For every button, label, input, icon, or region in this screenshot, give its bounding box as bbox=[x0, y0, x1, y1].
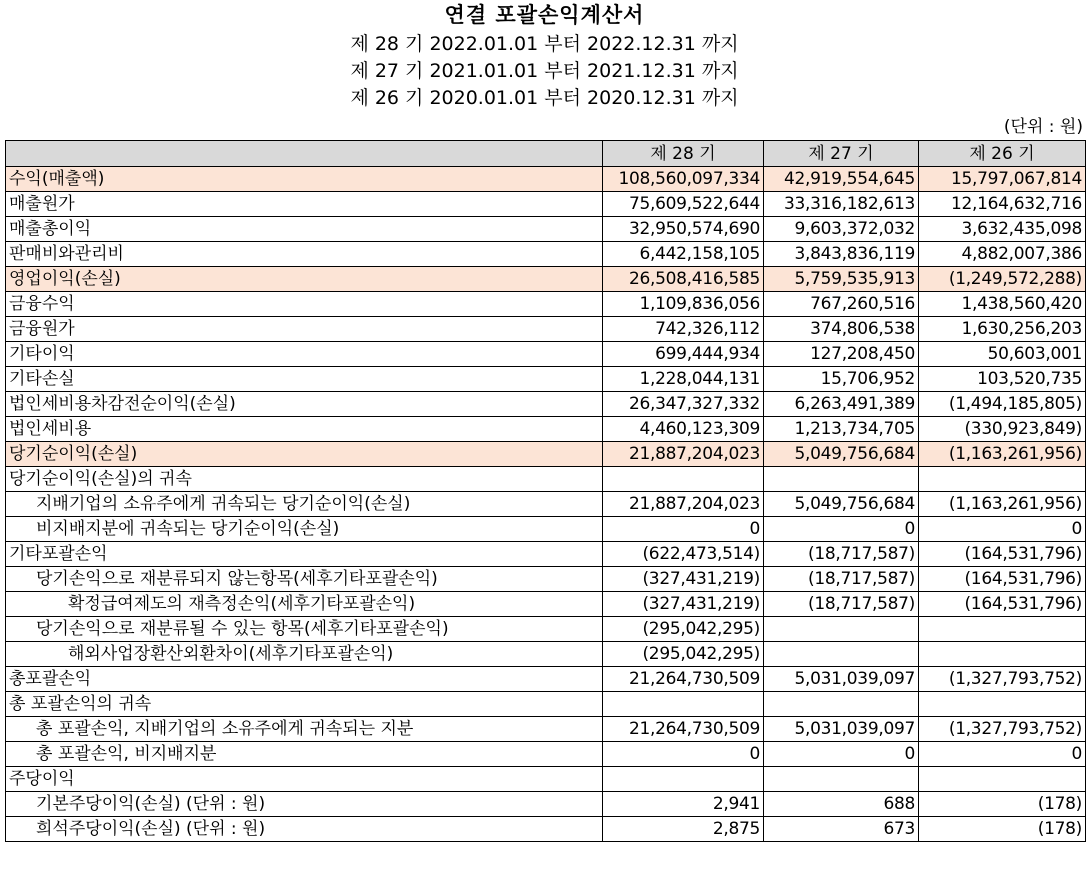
row-label: 기본주당이익(손실) (단위 : 원) bbox=[6, 792, 603, 817]
value-period-26: (1,494,185,805) bbox=[919, 392, 1086, 417]
table-row bbox=[6, 242, 1086, 267]
value-period-28: 26,347,327,332 bbox=[603, 392, 764, 417]
value-period-26 bbox=[919, 767, 1086, 792]
table-row bbox=[6, 717, 1086, 742]
value-period-26 bbox=[919, 617, 1086, 642]
value-period-27: 33,316,182,613 bbox=[764, 192, 919, 217]
value-period-28: 108,560,097,334 bbox=[603, 167, 764, 192]
table-row bbox=[6, 517, 1086, 542]
table-row bbox=[6, 267, 1086, 292]
row-label: 주당이익 bbox=[6, 767, 603, 792]
value-period-26: (1,327,793,752) bbox=[919, 717, 1086, 742]
value-period-27: (18,717,587) bbox=[764, 542, 919, 567]
row-label: 해외사업장환산외환차이(세후기타포괄손익) bbox=[6, 642, 603, 667]
table-row bbox=[6, 642, 1086, 667]
table-row bbox=[6, 467, 1086, 492]
table-row bbox=[6, 392, 1086, 417]
row-label: 총 포괄손익, 비지배지분 bbox=[6, 742, 603, 767]
table-row bbox=[6, 617, 1086, 642]
value-period-28: 0 bbox=[603, 517, 764, 542]
value-period-27: 5,759,535,913 bbox=[764, 267, 919, 292]
value-period-28: 6,442,158,105 bbox=[603, 242, 764, 267]
value-period-28: 21,887,204,023 bbox=[603, 492, 764, 517]
value-period-28: 4,460,123,309 bbox=[603, 417, 764, 442]
value-period-27: 5,031,039,097 bbox=[764, 717, 919, 742]
table-row bbox=[6, 167, 1086, 192]
table-row bbox=[6, 367, 1086, 392]
value-period-26: (1,163,261,956) bbox=[919, 492, 1086, 517]
value-period-28 bbox=[603, 467, 764, 492]
income-statement-table bbox=[5, 140, 1086, 842]
unit-label: (단위 : 원) bbox=[1003, 117, 1083, 137]
value-period-26 bbox=[919, 642, 1086, 667]
row-label: 기타포괄손익 bbox=[6, 542, 603, 567]
value-period-26 bbox=[919, 692, 1086, 717]
value-period-28: (327,431,219) bbox=[603, 567, 764, 592]
table-row bbox=[6, 342, 1086, 367]
table-row bbox=[6, 767, 1086, 792]
value-period-27: 3,843,836,119 bbox=[764, 242, 919, 267]
value-period-27: 688 bbox=[764, 792, 919, 817]
value-period-28: 21,264,730,509 bbox=[603, 717, 764, 742]
table-row bbox=[6, 692, 1086, 717]
value-period-27 bbox=[764, 767, 919, 792]
value-period-27: (18,717,587) bbox=[764, 592, 919, 617]
period-line-27: 제 27 기 2021.01.01 부터 2021.12.31 까지 bbox=[350, 60, 739, 82]
row-label: 기타손실 bbox=[6, 367, 603, 392]
value-period-26: 15,797,067,814 bbox=[919, 167, 1086, 192]
value-period-27: 1,213,734,705 bbox=[764, 417, 919, 442]
value-period-28: 1,109,836,056 bbox=[603, 292, 764, 317]
row-label: 총 포괄손익, 지배기업의 소유주에게 귀속되는 지분 bbox=[6, 717, 603, 742]
value-period-26 bbox=[919, 467, 1086, 492]
value-period-28: 75,609,522,644 bbox=[603, 192, 764, 217]
value-period-26: (330,923,849) bbox=[919, 417, 1086, 442]
value-period-27: 374,806,538 bbox=[764, 317, 919, 342]
row-label: 금융원가 bbox=[6, 317, 603, 342]
value-period-28: (622,473,514) bbox=[603, 542, 764, 567]
table-row bbox=[6, 492, 1086, 517]
value-period-28 bbox=[603, 692, 764, 717]
value-period-27: 6,263,491,389 bbox=[764, 392, 919, 417]
value-period-28: 0 bbox=[603, 742, 764, 767]
value-period-27: 5,049,756,684 bbox=[764, 442, 919, 467]
value-period-27: 0 bbox=[764, 517, 919, 542]
row-label: 당기손익으로 재분류될 수 있는 항목(세후기타포괄손익) bbox=[6, 617, 603, 642]
table-body bbox=[6, 167, 1086, 842]
value-period-27: 0 bbox=[764, 742, 919, 767]
value-period-27 bbox=[764, 642, 919, 667]
value-period-27 bbox=[764, 467, 919, 492]
table-row bbox=[6, 442, 1086, 467]
value-period-26: 3,632,435,098 bbox=[919, 217, 1086, 242]
table-row bbox=[6, 317, 1086, 342]
value-period-26: 1,438,560,420 bbox=[919, 292, 1086, 317]
value-period-26: (178) bbox=[919, 817, 1086, 842]
row-label: 매출원가 bbox=[6, 192, 603, 217]
row-label: 당기손익으로 재분류되지 않는항목(세후기타포괄손익) bbox=[6, 567, 603, 592]
value-period-26: 1,630,256,203 bbox=[919, 317, 1086, 342]
value-period-27: (18,717,587) bbox=[764, 567, 919, 592]
row-label: 법인세비용차감전순이익(손실) bbox=[6, 392, 603, 417]
value-period-27 bbox=[764, 692, 919, 717]
value-period-28: 21,887,204,023 bbox=[603, 442, 764, 467]
row-label: 총 포괄손익의 귀속 bbox=[6, 692, 603, 717]
header-account bbox=[6, 141, 603, 167]
value-period-28: 21,264,730,509 bbox=[603, 667, 764, 692]
table-row bbox=[6, 817, 1086, 842]
value-period-26: 103,520,735 bbox=[919, 367, 1086, 392]
row-label: 총포괄손익 bbox=[6, 667, 603, 692]
value-period-27: 42,919,554,645 bbox=[764, 167, 919, 192]
value-period-28 bbox=[603, 767, 764, 792]
value-period-26: 50,603,001 bbox=[919, 342, 1086, 367]
value-period-26: (164,531,796) bbox=[919, 542, 1086, 567]
table-row bbox=[6, 292, 1086, 317]
row-label: 기타이익 bbox=[6, 342, 603, 367]
row-label: 희석주당이익(손실) (단위 : 원) bbox=[6, 817, 603, 842]
header-row bbox=[6, 141, 1086, 167]
row-label: 매출총이익 bbox=[6, 217, 603, 242]
value-period-27: 127,208,450 bbox=[764, 342, 919, 367]
value-period-26: (1,249,572,288) bbox=[919, 267, 1086, 292]
row-label: 금융수익 bbox=[6, 292, 603, 317]
value-period-26: (1,327,793,752) bbox=[919, 667, 1086, 692]
table-row bbox=[6, 217, 1086, 242]
value-period-28: 699,444,934 bbox=[603, 342, 764, 367]
value-period-26: (164,531,796) bbox=[919, 567, 1086, 592]
value-period-28: 32,950,574,690 bbox=[603, 217, 764, 242]
value-period-27: 767,260,516 bbox=[764, 292, 919, 317]
value-period-27: 5,049,756,684 bbox=[764, 492, 919, 517]
period-line-26: 제 26 기 2020.01.01 부터 2020.12.31 까지 bbox=[350, 87, 739, 109]
value-period-28: 26,508,416,585 bbox=[603, 267, 764, 292]
table-row bbox=[6, 192, 1086, 217]
statement-title: 연결 포괄손익계산서 bbox=[444, 3, 645, 27]
value-period-28: (295,042,295) bbox=[603, 642, 764, 667]
value-period-28: 742,326,112 bbox=[603, 317, 764, 342]
value-period-28: (295,042,295) bbox=[603, 617, 764, 642]
table-row bbox=[6, 567, 1086, 592]
row-label: 당기순이익(손실) bbox=[6, 442, 603, 467]
value-period-27: 673 bbox=[764, 817, 919, 842]
value-period-28: 1,228,044,131 bbox=[603, 367, 764, 392]
row-label: 수익(매출액) bbox=[6, 167, 603, 192]
value-period-26: 4,882,007,386 bbox=[919, 242, 1086, 267]
table-row bbox=[6, 417, 1086, 442]
value-period-27: 5,031,039,097 bbox=[764, 667, 919, 692]
value-period-26: 12,164,632,716 bbox=[919, 192, 1086, 217]
value-period-26: 0 bbox=[919, 517, 1086, 542]
table-row bbox=[6, 792, 1086, 817]
value-period-28: (327,431,219) bbox=[603, 592, 764, 617]
row-label: 확정급여제도의 재측정손익(세후기타포괄손익) bbox=[6, 592, 603, 617]
value-period-28: 2,941 bbox=[603, 792, 764, 817]
header-period-26: 제 26 기 bbox=[919, 141, 1086, 167]
value-period-27: 15,706,952 bbox=[764, 367, 919, 392]
value-period-26: (178) bbox=[919, 792, 1086, 817]
row-label: 지배기업의 소유주에게 귀속되는 당기순이익(손실) bbox=[6, 492, 603, 517]
table-row bbox=[6, 667, 1086, 692]
table-row bbox=[6, 592, 1086, 617]
value-period-28: 2,875 bbox=[603, 817, 764, 842]
row-label: 영업이익(손실) bbox=[6, 267, 603, 292]
row-label: 법인세비용 bbox=[6, 417, 603, 442]
value-period-27 bbox=[764, 617, 919, 642]
period-line-28: 제 28 기 2022.01.01 부터 2022.12.31 까지 bbox=[350, 33, 739, 55]
header-period-27: 제 27 기 bbox=[764, 141, 919, 167]
value-period-27: 9,603,372,032 bbox=[764, 217, 919, 242]
row-label: 비지배지분에 귀속되는 당기순이익(손실) bbox=[6, 517, 603, 542]
table-row bbox=[6, 742, 1086, 767]
value-period-26: (164,531,796) bbox=[919, 592, 1086, 617]
value-period-26: 0 bbox=[919, 742, 1086, 767]
row-label: 판매비와관리비 bbox=[6, 242, 603, 267]
value-period-26: (1,163,261,956) bbox=[919, 442, 1086, 467]
header-period-28: 제 28 기 bbox=[603, 141, 764, 167]
table-row bbox=[6, 542, 1086, 567]
row-label: 당기순이익(손실)의 귀속 bbox=[6, 467, 603, 492]
